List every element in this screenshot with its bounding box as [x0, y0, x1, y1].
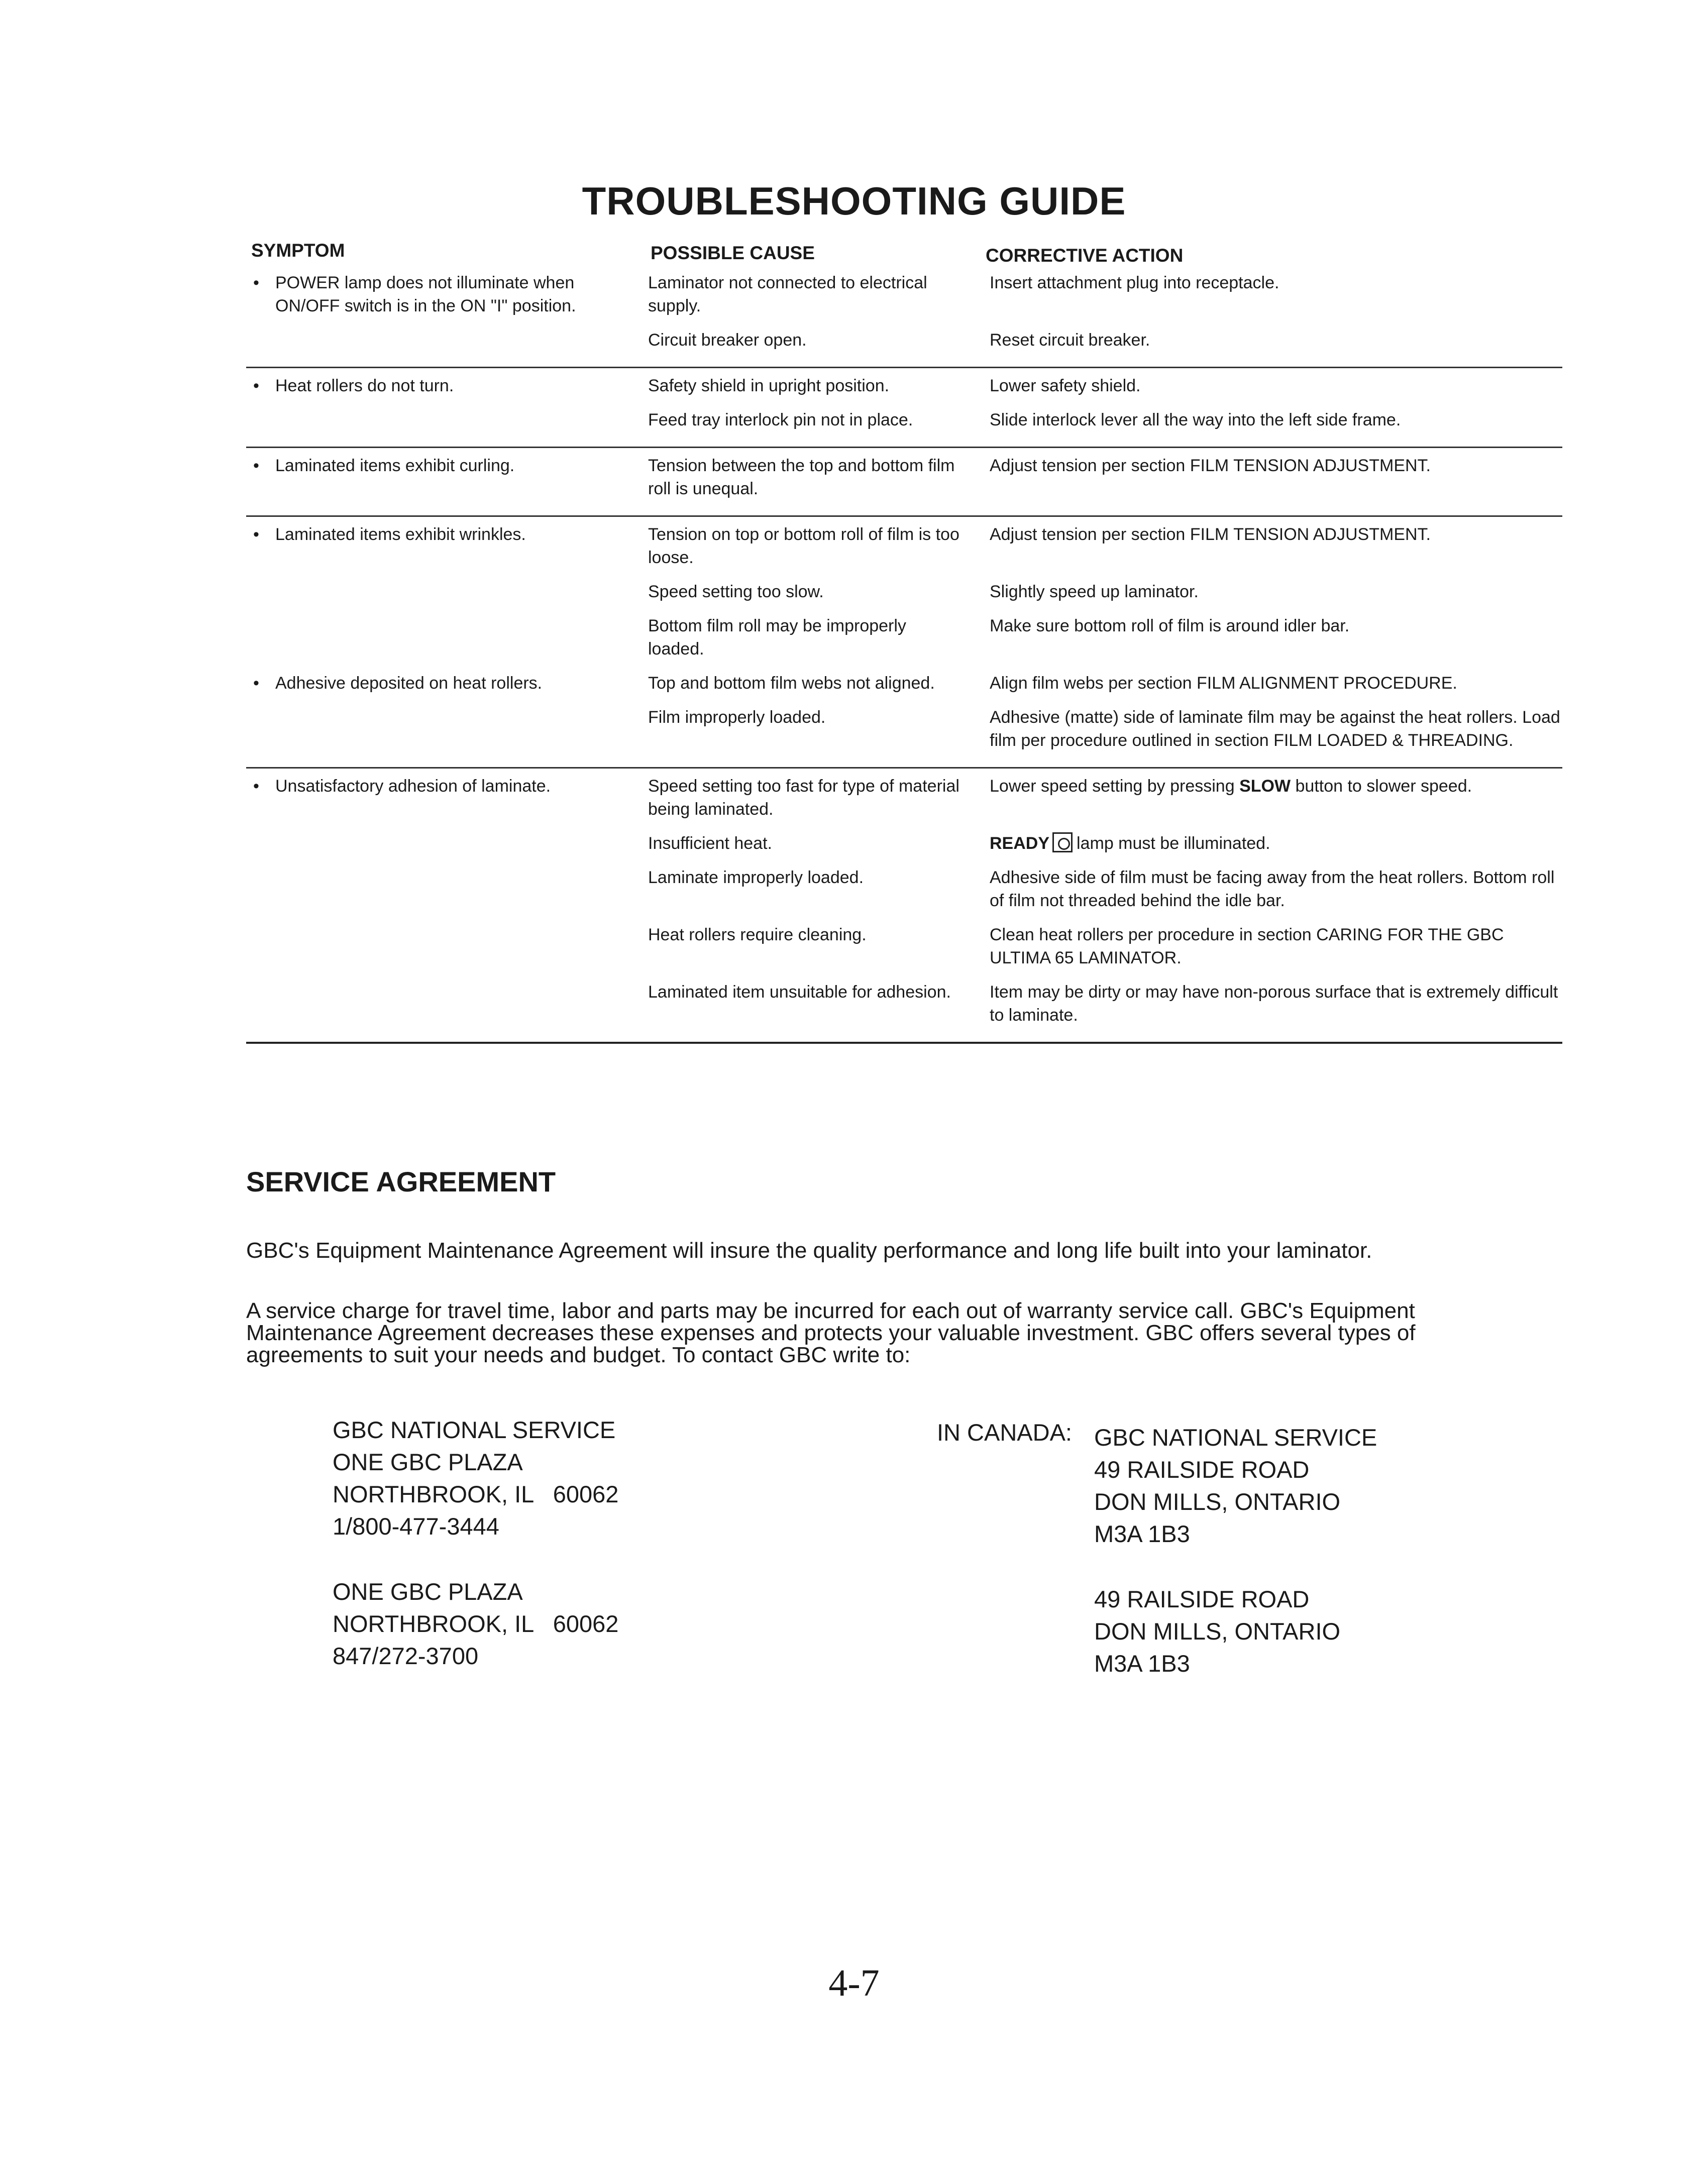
bullet-icon: • [253, 777, 259, 796]
cause-cell: Speed setting too fast for type of material being laminated. [648, 777, 959, 819]
page-number: 4-7 [828, 1962, 880, 2004]
symptom-group [246, 775, 1562, 1044]
address-line: M3A 1B3 [1094, 1650, 1190, 1677]
ready-lamp-icon [1052, 832, 1073, 852]
action-cell [980, 329, 1562, 352]
symptom-group [246, 271, 1562, 368]
action-text: Insert attachment plug into receptacle. [990, 273, 1279, 292]
action-cell [980, 580, 1562, 603]
table-row [246, 614, 1562, 661]
address-line: GBC NATIONAL SERVICE [333, 1416, 616, 1443]
cause-cell: Top and bottom film webs not aligned. [648, 674, 935, 693]
symptom-cell [246, 832, 648, 855]
symptom-group [246, 454, 1562, 517]
cause-cell: Safety shield in upright position. [648, 376, 890, 395]
service-agreement-heading: SERVICE AGREEMENT [246, 1166, 556, 1197]
action-text: Lower safety shield. [990, 376, 1141, 395]
table-row [246, 580, 1562, 603]
table-row [246, 408, 1562, 431]
us-address-block-2 [333, 1576, 618, 1672]
action-cell [980, 866, 1562, 912]
table-row [246, 672, 1562, 695]
symptom-cell [246, 408, 648, 431]
table-row [246, 706, 1562, 752]
address-line: GBC NATIONAL SERVICE [1094, 1424, 1377, 1451]
action-text: lamp must be illuminated. [1077, 834, 1270, 853]
address-line: NORTHBROOK, IL 60062 [333, 1610, 619, 1637]
symptom-cell [246, 706, 648, 752]
cause-column-header: POSSIBLE CAUSE [651, 243, 815, 263]
symptom-cell [246, 329, 648, 352]
cause-cell: Laminate improperly loaded. [648, 868, 864, 887]
us-address-block [333, 1414, 618, 1543]
symptom-cell [246, 775, 648, 821]
service-paragraph-1: GBC's Equipment Maintenance Agreement will insure the quality performance and long life built into your laminator. [246, 1238, 1372, 1263]
action-cell [980, 374, 1562, 397]
symptom-cell [246, 672, 648, 695]
cause-cell: Speed setting too slow. [648, 582, 824, 601]
cause-cell: Film improperly loaded. [648, 708, 826, 727]
address-line: ONE GBC PLAZA [333, 1578, 523, 1605]
symptom-column-header: SYMPTOM [251, 240, 345, 261]
action-cell [980, 706, 1562, 752]
symptom-text: Heat rollers do not turn. [275, 376, 454, 395]
action-cell [980, 408, 1562, 431]
symptom-cell [246, 580, 648, 603]
canada-address-block-2 [1094, 1583, 1340, 1680]
action-text: Align film webs per section FILM ALIGNMENT PROCEDURE. [990, 674, 1457, 693]
table-row [246, 980, 1562, 1027]
canada-address-block [1094, 1422, 1377, 1550]
symptom-cell [246, 866, 648, 912]
ready-label: READY [990, 834, 1050, 853]
action-cell [980, 923, 1562, 969]
cause-cell: Circuit breaker open. [648, 331, 807, 350]
address-line: ONE GBC PLAZA [333, 1449, 523, 1475]
address-line: 49 RAILSIDE ROAD [1094, 1456, 1310, 1483]
symptom-cell [246, 614, 648, 661]
action-text: Adjust tension per section FILM TENSION ADJUSTMENT. [990, 456, 1431, 475]
bullet-icon: • [253, 456, 259, 475]
cause-cell: Laminator not connected to electrical supply. [648, 273, 927, 315]
action-cell [980, 672, 1562, 695]
bullet-icon: • [253, 525, 259, 544]
table-row [246, 832, 1562, 855]
action-cell [980, 271, 1562, 317]
action-column-header: CORRECTIVE ACTION [986, 245, 1184, 266]
address-line: M3A 1B3 [1094, 1520, 1190, 1547]
address-line: 1/800-477-3444 [333, 1513, 499, 1540]
action-text: Clean heat rollers per procedure in section CARING FOR THE GBC ULTIMA 65 LAMINATOR. [990, 925, 1504, 967]
canada-label: IN CANADA: [937, 1419, 1072, 1446]
action-cell [980, 614, 1562, 661]
cause-cell: Tension on top or bottom roll of film is too loose. [648, 525, 959, 567]
action-text: Adhesive (matte) side of laminate film may be against the heat rollers. Load film per procedure outlined in section FILM LOADED & THREADING. [990, 708, 1560, 750]
address-line: DON MILLS, ONTARIO [1094, 1618, 1341, 1645]
symptom-cell [246, 923, 648, 969]
cause-cell: Tension between the top and bottom film roll is unequal. [648, 456, 955, 498]
address-line: 847/272-3700 [333, 1643, 479, 1669]
symptom-text: Laminated items exhibit curling. [275, 456, 515, 475]
action-text: Slightly speed up laminator. [990, 582, 1199, 601]
action-cell [980, 980, 1562, 1027]
action-text: Item may be dirty or may have non-porous surface that is extremely difficult to laminate. [990, 983, 1558, 1025]
action-text: Lower speed setting by pressing SLOW button to slower speed. [990, 777, 1472, 796]
cause-cell: Feed tray interlock pin not in place. [648, 410, 913, 429]
address-line: NORTHBROOK, IL 60062 [333, 1481, 619, 1507]
address-line: DON MILLS, ONTARIO [1094, 1488, 1341, 1515]
address-line: 49 RAILSIDE ROAD [1094, 1586, 1310, 1612]
action-text: Reset circuit breaker. [990, 331, 1150, 350]
cause-cell: Bottom film roll may be improperly loaded. [648, 616, 906, 659]
action-text: Make sure bottom roll of film is around idler bar. [990, 616, 1350, 635]
bullet-icon: • [253, 376, 259, 395]
table-row [246, 374, 1562, 397]
action-cell [980, 775, 1562, 821]
bullet-icon: • [253, 273, 259, 292]
symptom-cell [246, 374, 648, 397]
action-text: Adhesive side of film must be facing away from the heat rollers. Bottom roll of film not threaded behind the idle bar. [990, 868, 1555, 910]
action-cell [980, 523, 1562, 569]
cause-cell: Insufficient heat. [648, 834, 772, 853]
action-cell [980, 832, 1562, 855]
action-text: Adjust tension per section FILM TENSION ADJUSTMENT. [990, 525, 1431, 544]
action-text: Slide interlock lever all the way into the left side frame. [990, 410, 1401, 429]
symptom-text: Laminated items exhibit wrinkles. [275, 525, 526, 544]
table-row [246, 523, 1562, 569]
symptom-text: Adhesive deposited on heat rollers. [275, 674, 543, 693]
table-row [246, 271, 1562, 317]
table-row [246, 454, 1562, 500]
table-row [246, 329, 1562, 352]
bullet-icon: • [253, 674, 259, 693]
table-row [246, 866, 1562, 912]
cause-cell: Laminated item unsuitable for adhesion. [648, 983, 951, 1002]
symptom-cell [246, 454, 648, 500]
symptom-group [246, 523, 1562, 769]
symptom-group [246, 374, 1562, 448]
table-row [246, 923, 1562, 969]
symptom-text: Unsatisfactory adhesion of laminate. [275, 777, 551, 796]
service-paragraph-2: A service charge for travel time, labor and parts may be incurred for each out of warranty service call. GBC's Equipment Maintenance Agreement decreases these expenses and protects your valuable investment. GBC offers several types of agreements to suit your needs and budget. To contact GBC write to: [246, 1298, 1416, 1367]
page-title: TROUBLESHOOTING GUIDE [582, 179, 1126, 223]
symptom-cell [246, 271, 648, 317]
symptom-text: POWER lamp does not illuminate when ON/OFF switch is in the ON "I" position. [275, 273, 576, 315]
cause-cell: Heat rollers require cleaning. [648, 925, 867, 944]
action-cell [980, 454, 1562, 500]
symptom-cell [246, 980, 648, 1027]
table-row [246, 775, 1562, 821]
symptom-cell [246, 523, 648, 569]
troubleshooting-table [246, 271, 1562, 1050]
